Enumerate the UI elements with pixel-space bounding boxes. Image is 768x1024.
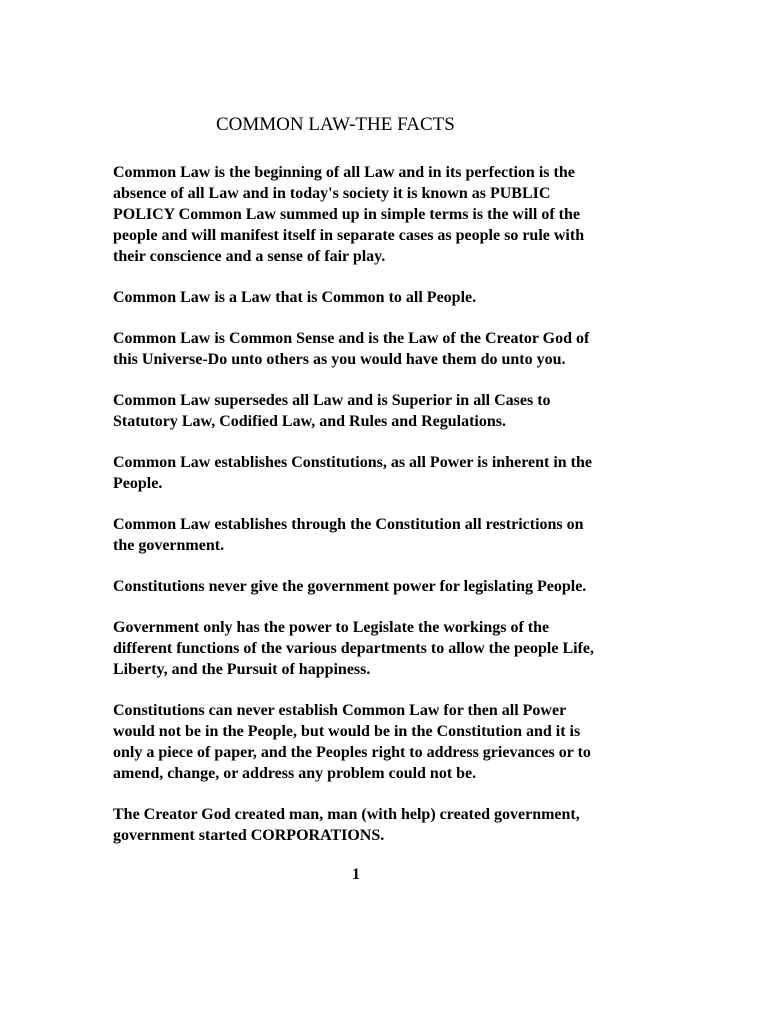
document-title: COMMON LAW-THE FACTS	[216, 114, 455, 135]
paragraph-line: Common Law establishes through the Constitution all restrictions on	[113, 516, 584, 533]
paragraph-line: Common Law is a Law that is Common to all People.	[113, 289, 477, 306]
paragraph-2	[113, 287, 653, 308]
paragraph-4	[113, 390, 653, 432]
paragraph-line: Constitutions never give the government power for legislating People.	[113, 578, 587, 595]
paragraph-6	[113, 514, 653, 556]
paragraph-10	[113, 804, 653, 846]
paragraph-8	[113, 617, 653, 680]
paragraph-line: Common Law is Common Sense and is the Law of the Creator God of	[113, 330, 590, 347]
paragraph-line: people and will manifest itself in separate cases as people so rule with	[113, 227, 585, 244]
paragraph-line: would not be in the People, but would be in the Constitution and it is	[113, 723, 581, 740]
paragraph-line: Common Law is the beginning of all Law and in its perfection is the	[113, 164, 575, 181]
paragraph-line: Common Law establishes Constitutions, as all Power is inherent in the	[113, 454, 592, 471]
paragraph-line: Statutory Law, Codified Law, and Rules and Regulations.	[113, 413, 506, 430]
paragraph-line: government started CORPORATIONS.	[113, 827, 385, 844]
paragraph-line: Common Law supersedes all Law and is Superior in all Cases to	[113, 392, 551, 409]
paragraph-line: only a piece of paper, and the Peoples right to address grievances or to	[113, 744, 591, 761]
paragraph-line: the government.	[113, 537, 225, 554]
paragraph-3	[113, 328, 653, 370]
paragraph-line: POLICY Common Law summed up in simple terms is the will of the	[113, 206, 580, 223]
paragraph-line: different functions of the various departments to allow the people Life,	[113, 640, 594, 657]
document-body	[113, 162, 653, 866]
paragraph-9	[113, 700, 653, 784]
paragraph-5	[113, 452, 653, 494]
paragraph-line: Government only has the power to Legislate the workings of the	[113, 619, 550, 636]
paragraph-line: Constitutions can never establish Common Law for then all Power	[113, 702, 567, 719]
paragraph-line: this Universe-Do unto others as you would have them do unto you.	[113, 351, 566, 368]
paragraph-line: absence of all Law and in today's society it is known as PUBLIC	[113, 185, 551, 202]
paragraph-line: their conscience and a sense of fair play.	[113, 248, 386, 265]
paragraph-line: People.	[113, 475, 163, 492]
paragraph-7	[113, 576, 653, 597]
paragraph-line: The Creator God created man, man (with help) created government,	[113, 806, 580, 823]
paragraph-1	[113, 162, 653, 267]
page-number: 1	[352, 866, 360, 883]
paragraph-line: Liberty, and the Pursuit of happiness.	[113, 661, 371, 678]
paragraph-line: amend, change, or address any problem could not be.	[113, 765, 477, 782]
